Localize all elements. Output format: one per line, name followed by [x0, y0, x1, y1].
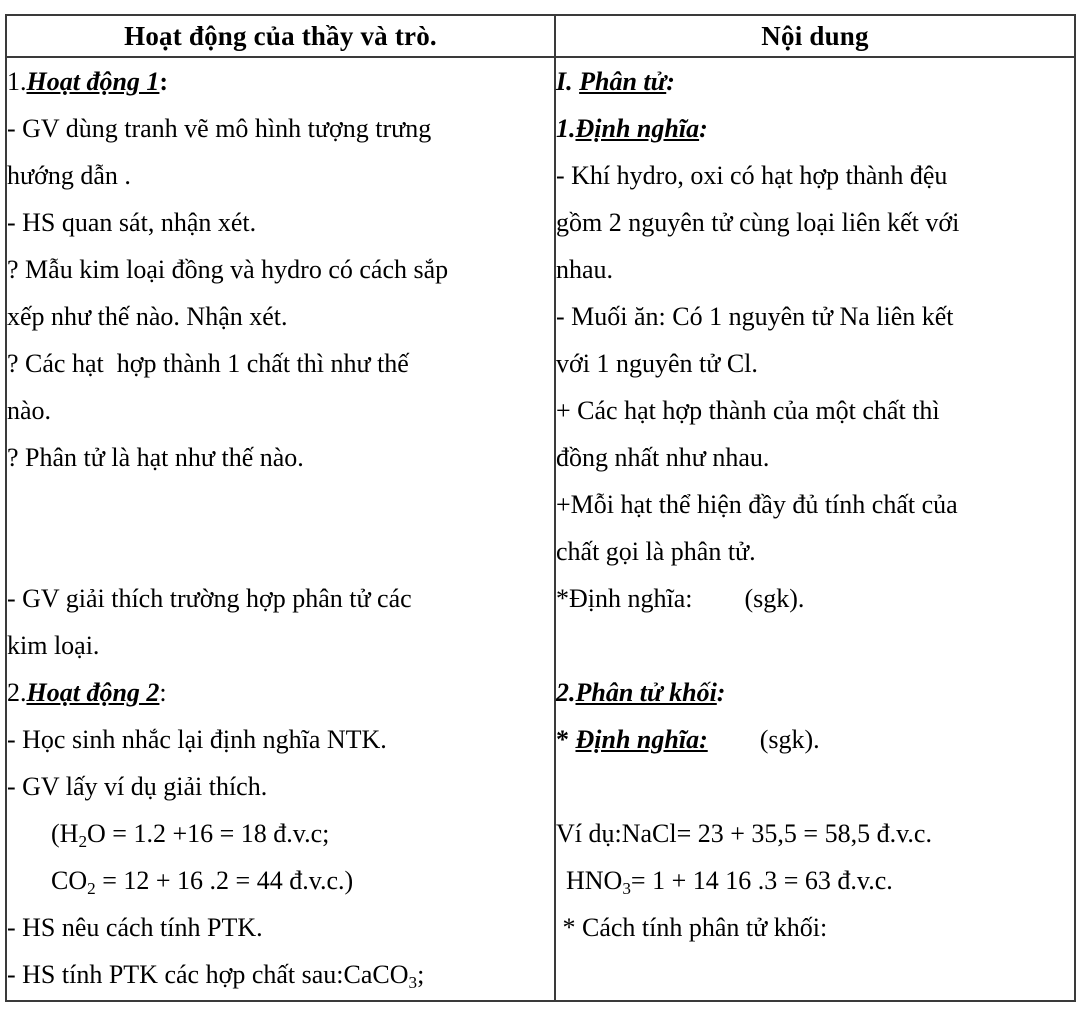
left-formula-co2 — [7, 857, 554, 904]
right-heading-star-title: Định nghĩa: — [575, 725, 708, 754]
right-example-hno3-p1: HNO — [566, 866, 623, 895]
left-heading-2-colon: : — [159, 678, 167, 707]
left-line-14: - Học sinh nhắc lại định nghĩa NTK. — [7, 725, 387, 754]
right-heading-2-number: 2. — [556, 678, 576, 707]
right-heading-2-title: Phân tử khối — [575, 678, 717, 707]
right-example-nacl-text: Ví dụ:NaCl= 23 + 35,5 = 58,5 đ.v.c. — [556, 819, 932, 848]
table-body — [6, 57, 1075, 1001]
left-formula-caco3-sub: 3 — [408, 972, 418, 992]
right-heading-1-number: 1. — [556, 114, 576, 143]
left-formula-caco3-p1: - HS tính PTK các hợp chất sau:CaCO — [7, 960, 409, 989]
right-example-hno3-p3: = 1 + 14 16 .3 = 63 đ.v.c. — [630, 866, 893, 895]
left-line-18: - HS nêu cách tính PTK. — [7, 913, 263, 942]
left-formula-caco3-p3: ; — [417, 960, 425, 989]
right-heading-molecular-mass — [556, 669, 1074, 716]
left-formula-h2o-sub: 2 — [78, 831, 88, 851]
right-line-10: chất gọi là phân tử. — [556, 537, 756, 566]
left-formula-co2-p3: = 12 + 16 .2 = 44 đ.v.c.) — [95, 866, 354, 895]
right-definition-reference: *Định nghĩa: (sgk). — [556, 584, 805, 613]
right-line-5: - Muối ăn: Có 1 nguyên tử Na liên kết — [556, 302, 954, 331]
table-header — [6, 15, 1075, 57]
right-heading-1-title: Định nghĩa — [575, 114, 700, 143]
right-line-6: với 1 nguyên tử Cl. — [556, 349, 758, 378]
right-line-7: + Các hạt hợp thành của một chất thì — [556, 396, 940, 425]
right-heading-i-number: I. — [556, 67, 580, 96]
left-formula-h2o — [7, 810, 554, 857]
left-formula-h2o-p1: (H — [51, 819, 79, 848]
cell-content — [555, 57, 1075, 1001]
left-line-4: ? Mẫu kim loại đồng và hydro có cách sắp — [7, 255, 449, 284]
left-heading-2-number: 2. — [7, 678, 27, 707]
left-line-1: - GV dùng tranh vẽ mô hình tượng trưng — [7, 114, 432, 143]
column-header-content: Nội dung — [555, 15, 1075, 57]
right-blank-line-2 — [556, 763, 1074, 810]
table-row — [6, 57, 1075, 1001]
right-line-3: gồm 2 nguyên tử cùng loại liên kết với — [556, 208, 960, 237]
right-line-2: - Khí hydro, oxi có hạt hợp thành đệu — [556, 161, 948, 190]
right-line-8: đồng nhất như nhau. — [556, 443, 770, 472]
left-line-12: kim loại. — [7, 631, 100, 660]
right-heading-definition — [556, 105, 1074, 152]
table-header-row — [6, 15, 1075, 57]
right-heading-definition-2 — [556, 716, 1074, 763]
right-heading-i-title: Phân tử — [579, 67, 667, 96]
left-line-8: ? Phân tử là hạt như thế nào. — [7, 443, 304, 472]
left-formula-co2-p1: CO — [51, 866, 88, 895]
left-line-5: xếp như thế nào. Nhận xét. — [7, 302, 288, 331]
right-heading-star-marker: * — [556, 725, 576, 754]
left-line-6: ? Các hạt hợp thành 1 chất thì như thế — [7, 349, 409, 378]
left-heading-1-colon: : — [159, 67, 169, 96]
left-heading-1-number: 1. — [7, 67, 27, 96]
left-line-11: - GV giải thích trường hợp phân tử các — [7, 584, 412, 613]
left-blank-line-2 — [7, 528, 554, 575]
lesson-plan-table — [5, 14, 1076, 1002]
right-line-18: * Cách tính phân tử khối: — [556, 913, 828, 942]
cell-activities — [6, 57, 555, 1001]
left-heading-2-title: Hoạt động 2 — [26, 678, 160, 707]
left-formula-caco3 — [7, 951, 554, 998]
left-line-2: hướng dẫn . — [7, 161, 131, 190]
right-example-nacl — [556, 810, 1074, 857]
right-blank-line-1 — [556, 622, 1074, 669]
right-heading-i-colon: : — [666, 67, 675, 96]
right-heading-section-i — [556, 58, 1074, 105]
left-heading-1-title: Hoạt động 1 — [26, 67, 160, 96]
left-line-7: nào. — [7, 396, 52, 425]
left-formula-h2o-p3: O = 1.2 +16 = 18 đ.v.c; — [87, 819, 330, 848]
right-example-hno3-sub: 3 — [622, 878, 631, 898]
right-line-9: +Mỗi hạt thể hiện đầy đủ tính chất của — [556, 490, 958, 519]
left-heading-activity-1 — [7, 58, 554, 105]
right-heading-1-colon: : — [699, 114, 708, 143]
left-formula-co2-sub: 2 — [87, 878, 96, 898]
left-heading-activity-2 — [7, 669, 554, 716]
left-line-3: - HS quan sát, nhận xét. — [7, 208, 257, 237]
right-heading-2-colon: : — [716, 678, 726, 707]
right-example-hno3 — [556, 857, 1074, 904]
right-line-4: nhau. — [556, 255, 614, 284]
left-line-15: - GV lấy ví dụ giải thích. — [7, 772, 268, 801]
left-blank-line-1 — [7, 481, 554, 528]
right-heading-star-tail: (sgk). — [707, 725, 820, 754]
column-header-activities: Hoạt động của thầy và trò. — [6, 15, 555, 57]
